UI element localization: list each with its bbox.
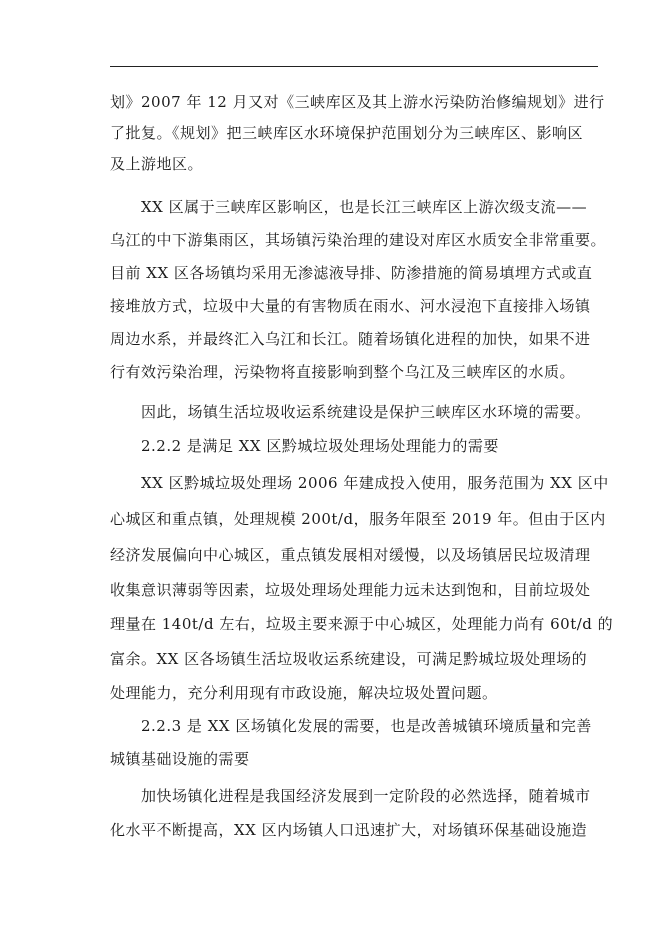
paragraph-line: XX 区属于三峡库区影响区，也是长江三峡库区上游次级支流——: [141, 198, 588, 216]
paragraph-line: 接堆放方式，垃圾中大量的有害物质在雨水、河水浸泡下直接排入场镇: [110, 297, 591, 315]
section-heading-2-2-3: 2.2.3 是 XX 区场镇化发展的需要，也是改善城镇环境质量和完善: [141, 717, 592, 735]
paragraph-line: 加快场镇化进程是我国经济发展到一定阶段的必然选择，随着城市: [141, 787, 591, 805]
paragraph-line: XX 区黔城垃圾处理场 2006 年建成投入使用，服务范围为 XX 区中: [141, 474, 609, 492]
paragraph-line: 处理能力，充分利用现有市政设施，解决垃圾处置问题。: [110, 684, 498, 702]
paragraph-line: 理量在 140t/d 左右，垃圾主要来源于中心城区，处理能力尚有 60t/d 的: [110, 615, 614, 633]
paragraph-line: 收集意识薄弱等因素，垃圾处理场处理能力远未达到饱和，目前垃圾处: [110, 581, 591, 599]
section-heading-continuation: 城镇基础设施的需要: [110, 750, 250, 768]
paragraph-line: 目前 XX 区各场镇均采用无渗滤液导排、防渗措施的简易填埋方式或直: [110, 264, 593, 282]
section-heading-2-2-2: 2.2.2 是满足 XX 区黔城垃圾处理场处理能力的需要: [141, 437, 499, 455]
paragraph-line: 因此，场镇生活垃圾收运系统建设是保护三峡库区水环境的需要。: [141, 403, 591, 421]
paragraph-line: 经济发展偏向中心城区，重点镇发展相对缓慢，以及场镇居民垃圾清理: [110, 546, 591, 564]
paragraph-line: 乌江的中下游集雨区，其场镇污染治理的建设对库区水质安全非常重要。: [110, 231, 607, 249]
paragraph-line: 周边水系，并最终汇入乌江和长江。随着场镇化进程的加快，如果不进: [110, 330, 591, 348]
paragraph-line: 了批复。《规划》把三峡库区水环境保护范围划分为三峡库区、影响区: [110, 124, 584, 142]
paragraph-line: 行有效污染治理，污染物将直接影响到整个乌江及三峡库区的水质。: [110, 363, 576, 381]
paragraph-line: 心城区和重点镇，处理规模 200t/d，服务年限至 2019 年。但由于区内: [110, 510, 606, 528]
header-rule: [110, 66, 598, 67]
paragraph-line: 及上游地区。: [110, 155, 204, 173]
paragraph-line: 划》2007 年 12 月又对《三峡库区及其上游水污染防治修编规划》进行: [110, 93, 605, 111]
paragraph-line: 富余。XX 区各场镇生活垃圾收运系统建设，可满足黔城垃圾处理场的: [110, 650, 588, 668]
paragraph-line: 化水平不断提高，XX 区内场镇人口迅速扩大，对场镇环保基础设施造: [110, 821, 588, 839]
